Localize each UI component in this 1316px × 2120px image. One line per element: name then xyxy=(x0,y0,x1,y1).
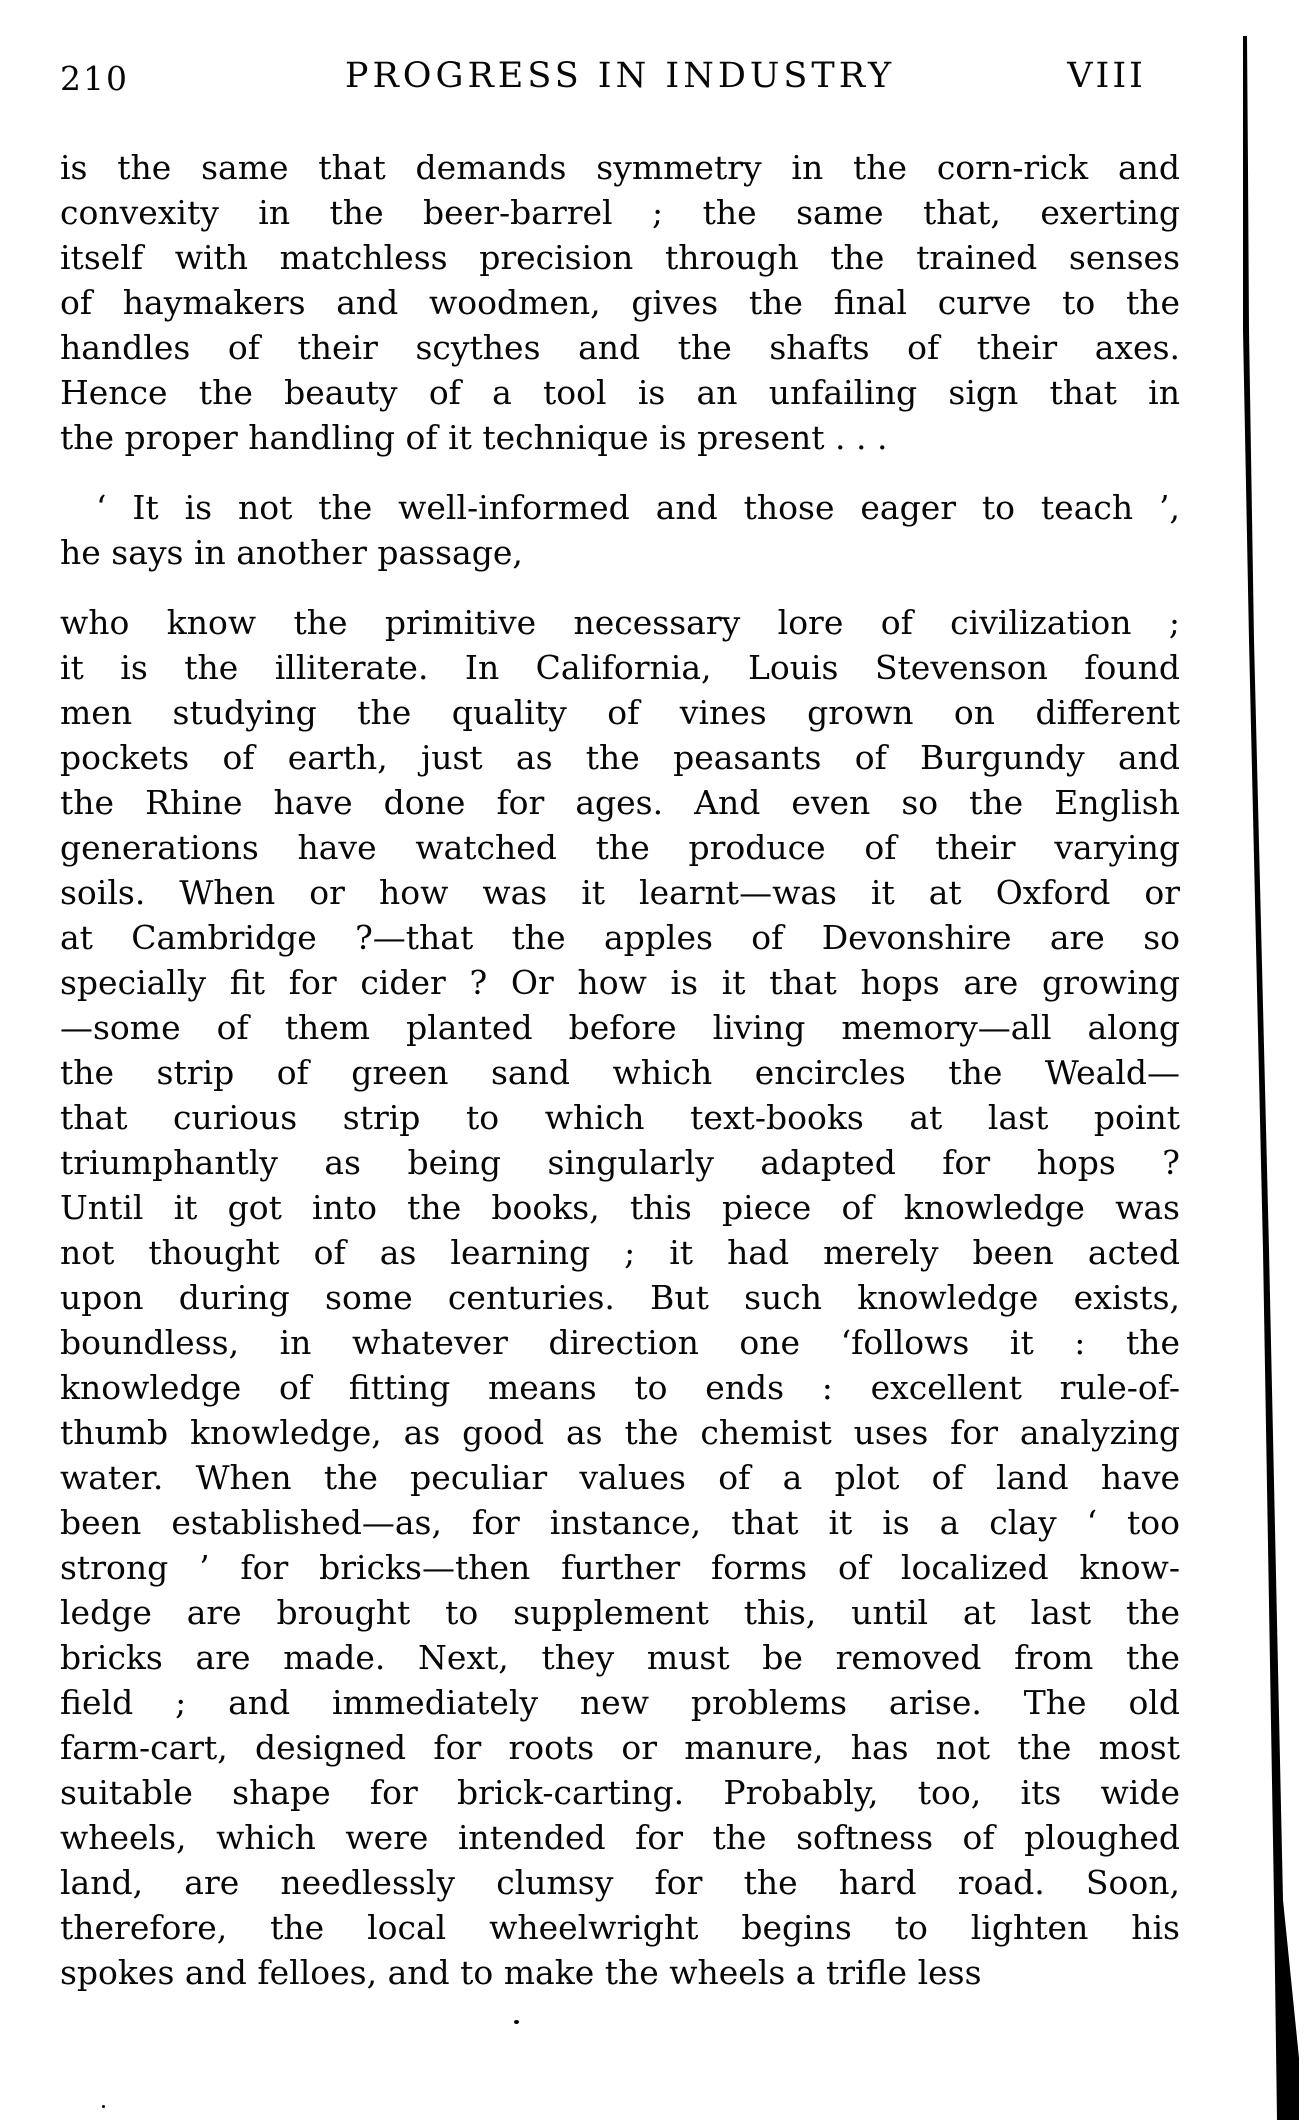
text-line: Hence the beauty of a tool is an unfailing sign that in xyxy=(60,373,1180,412)
scan-speck xyxy=(102,2105,105,2108)
paragraph xyxy=(60,485,1180,575)
text-line: of haymakers and woodmen, gives the final curve to the xyxy=(60,283,1180,322)
text-line: Until it got into the books, this piece of knowledge was xyxy=(60,1188,1180,1227)
text-line: the Rhine have done for ages. And even so the English xyxy=(60,783,1180,822)
scan-speck xyxy=(514,2020,519,2024)
text-line: men studying the quality of vines grown on different xyxy=(60,693,1180,732)
text-line: ledge are brought to supplement this, until at last the xyxy=(60,1593,1180,1632)
text-line: knowledge of fitting means to ends : excellent rule-of- xyxy=(60,1368,1180,1407)
text-line: who know the primitive necessary lore of civilization ; xyxy=(60,603,1180,642)
text-line: thumb knowledge, as good as the chemist uses for analyzing xyxy=(60,1413,1180,1452)
text-line: not thought of as learning ; it had merely been acted xyxy=(60,1233,1180,1272)
text-line: soils. When or how was it learnt—was it at Oxford or xyxy=(60,873,1180,912)
text-line: itself with matchless precision through the trained senses xyxy=(60,238,1180,277)
text-line: triumphantly as being singularly adapted for hops ? xyxy=(60,1143,1180,1182)
text-line: is the same that demands symmetry in the corn-rick and xyxy=(60,148,1180,187)
text-line: the strip of green sand which encircles the Weald— xyxy=(60,1053,1180,1092)
text-line: —some of them planted before living memory—all along xyxy=(60,1008,1180,1047)
running-header xyxy=(60,56,1180,100)
text-line: the proper handling of it technique is present . . . xyxy=(60,418,888,457)
text-line: field ; and immediately new problems arise. The old xyxy=(60,1683,1180,1722)
paragraph xyxy=(60,600,1180,1995)
text-line: land, are needlessly clumsy for the hard road. Soon, xyxy=(60,1863,1180,1902)
text-line: bricks are made. Next, they must be removed from the xyxy=(60,1638,1180,1677)
text-line: it is the illiterate. In California, Louis Stevenson found xyxy=(60,648,1180,687)
text-line: therefore, the local wheelwright begins to lighten his xyxy=(60,1908,1180,1947)
text-line: convexity in the beer-barrel ; the same that, exerting xyxy=(60,193,1180,232)
text-line: generations have watched the produce of their varying xyxy=(60,828,1180,867)
chapter-numeral: VIII xyxy=(1067,56,1146,96)
text-line: upon during some centuries. But such knowledge exists, xyxy=(60,1278,1180,1317)
text-line: been established—as, for instance, that it is a clay ‘ too xyxy=(60,1503,1180,1542)
page-number: 210 xyxy=(60,59,129,98)
text-line: ‘ It is not the well-informed and those eager to teach ’, xyxy=(96,488,1180,527)
running-title: PROGRESS IN INDUSTRY xyxy=(344,56,896,96)
text-line: pockets of earth, just as the peasants of Burgundy and xyxy=(60,738,1180,777)
paragraph xyxy=(60,145,1180,460)
text-line: strong ’ for bricks—then further forms of localized know- xyxy=(60,1548,1180,1587)
text-line: suitable shape for brick-carting. Probably, too, its wide xyxy=(60,1773,1180,1812)
text-line: water. When the peculiar values of a plot of land have xyxy=(60,1458,1180,1497)
text-line: boundless, in whatever direction one ‘follows it : the xyxy=(60,1323,1180,1362)
text-line: he says in another passage, xyxy=(60,533,523,572)
text-line: that curious strip to which text-books at last point xyxy=(60,1098,1180,1137)
text-line: wheels, which were intended for the softness of ploughed xyxy=(60,1818,1180,1857)
text-line: farm-cart, designed for roots or manure, has not the most xyxy=(60,1728,1180,1767)
text-line: specially fit for cider ? Or how is it that hops are growing xyxy=(60,963,1180,1002)
text-line: spokes and felloes, and to make the wheels a trifle less xyxy=(60,1953,982,1992)
page-body xyxy=(60,145,1180,1995)
text-line: at Cambridge ?—that the apples of Devonshire are so xyxy=(60,918,1180,957)
text-line: handles of their scythes and the shafts of their axes. xyxy=(60,328,1180,367)
